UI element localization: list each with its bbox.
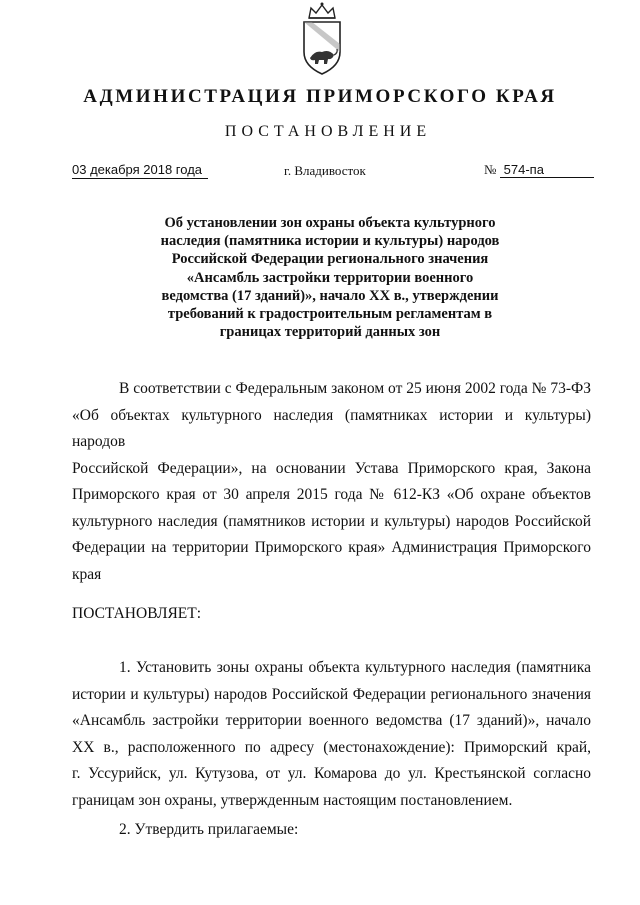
resolves-heading: ПОСТАНОВЛЯЕТ: [72,605,202,622]
text-line: границам зон охраны, утвержденным настоящим постановлением. [72,791,513,809]
text-line: XX в., расположенного по адресу (местонахождение): Приморский край, [72,738,591,756]
text-line: В соответствии с Федеральным законом от 25 июня 2002 года № 73-ФЗ [119,380,591,397]
text-line: «Об объектах культурного наследия (памятниках истории и культуры) народов [72,406,591,450]
item-2-paragraph: 2. Утвердить прилагаемые: [119,821,299,838]
text-line: г. Уссурийск, ул. Кутузова, от ул. Комарова до ул. Крестьянской согласно [72,765,591,782]
text-line: Приморского края от 30 апреля 2015 года № 612-КЗ «Об охране объектов [72,486,591,503]
organization-title: АДМИНИСТРАЦИЯ ПРИМОРСКОГО КРАЯ [83,86,557,107]
document-type: ПОСТАНОВЛЕНИЕ [224,123,432,140]
document-subject: Об установлении зон охраны объекта культурного наследия (памятника истории и культуры) народов Российской Федерации регионального значения «Ансамбль застройки территории военного ведомства (17 зданий)», начало XX в., утверждении требований к градостроительным регламентам в границах территорий данных зон [160,215,500,341]
preamble-paragraph [72,376,591,588]
text-line: «Ансамбль застройки территории военного ведомства (17 зданий)», начало [72,712,591,729]
number-prefix: № [484,162,497,177]
text-line: 1. Установить зоны охраны объекта культурного наследия (памятника [119,659,591,676]
item-1-paragraph [72,655,591,814]
document-date: 03 декабря 2018 года [72,162,208,179]
coat-of-arms-icon [295,0,349,80]
document-number-field [484,162,594,178]
document-number: 574-па [500,162,594,178]
text-line: культурного наследия (памятников истории и культуры) народов Российской [72,512,591,530]
text-line: истории и культуры) народов Российской Федерации регионального значения [72,685,591,703]
text-line: Российской Федерации», на основании Устава Приморского края, Закона [72,459,591,477]
document-city: г. Владивосток [284,163,366,178]
text-line: края [72,565,102,583]
text-line: Федерации на территории Приморского края» Администрация Приморского [72,539,591,556]
